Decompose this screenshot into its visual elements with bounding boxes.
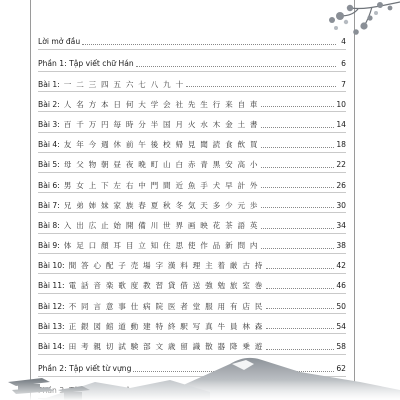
toc-entry-kanji: 田 考 親 切 試 験 部 文 歳 留 識 散 器 降 乗 遊	[68, 342, 264, 352]
toc-entry-label: Bài 8:	[38, 220, 60, 230]
toc-dot-leader	[261, 106, 335, 107]
toc-entry[interactable]	[38, 132, 346, 152]
toc-entry-label: Bài 4:	[38, 140, 60, 150]
toc-entry[interactable]	[38, 273, 346, 293]
toc-dot-leader	[261, 228, 335, 229]
toc-dot-leader	[136, 66, 336, 67]
toc-dot-leader	[82, 44, 336, 45]
toc-entry-label: Bài 14:	[38, 342, 65, 352]
toc-entry-page: 10	[336, 99, 346, 109]
toc-dot-leader	[261, 167, 335, 168]
toc-entry-kanji: 百 千 万 円 毎 時 分 半 国 月 火 水 木 金 土 書	[63, 119, 259, 129]
toc-entry-page: 7	[341, 79, 346, 89]
toc-entry-kanji: 体 足 口 顔 耳 目 立 知 住 思 使 作 品 新 問 内	[63, 241, 259, 251]
toc-entry-page: 34	[336, 220, 346, 230]
toc-entry-page: 38	[336, 241, 346, 251]
toc-entry[interactable]	[38, 49, 346, 71]
toc-entry-label: Bài 1:	[38, 79, 60, 89]
toc-dot-leader	[261, 127, 335, 128]
toc-entry-kanji: 兄 弟 姉 妹 家 族 春 夏 秋 冬 気 天 多 少 元 歩	[63, 200, 259, 210]
toc-dot-leader	[186, 86, 336, 87]
toc-entry-label: Bài 9:	[38, 241, 60, 251]
toc-entry[interactable]	[38, 152, 346, 172]
toc-entry-page: 6	[341, 59, 346, 69]
toc-entry-page: 42	[336, 261, 346, 271]
toc-entry-kanji: 人 名 方 本 日 何 大 学 会 社 先 生 行 来 自 車	[63, 99, 259, 109]
toc-dot-leader	[261, 248, 335, 249]
toc-dot-leader	[261, 187, 335, 188]
toc-dot-leader	[261, 147, 335, 148]
toc-entry-page: 26	[336, 180, 346, 190]
toc-dot-leader	[266, 288, 335, 289]
toc-entry-page: 46	[336, 281, 346, 291]
toc-entry-label: Bài 2:	[38, 99, 60, 109]
toc-entry[interactable]	[38, 253, 346, 273]
toc-entry-page: 58	[336, 342, 346, 352]
toc-entry-page: 50	[336, 301, 346, 311]
toc-entry[interactable]	[38, 27, 346, 49]
toc-entry-label: Lời mở đầu	[38, 37, 81, 47]
toc-entry[interactable]	[38, 192, 346, 212]
mountain-and-pagoda-scenery-icon	[0, 320, 400, 400]
toc-entry-kanji: 電 話 音 楽 歌 度 教 習 貸 借 送 強 勉 旅 室 巻	[68, 281, 264, 291]
toc-entry-label: Bài 6:	[38, 180, 60, 190]
toc-entry-kanji: 正 銀 図 館 道 動 建 特 終 駅 写 真 牛 員 林 森	[68, 321, 264, 331]
toc-entry-page: 30	[336, 200, 346, 210]
toc-entry-label: Bài 10:	[38, 261, 65, 271]
toc-entry-page: 14	[336, 119, 346, 129]
toc-entry[interactable]	[38, 293, 346, 313]
toc-dot-leader	[261, 207, 335, 208]
toc-entry-label: Bài 13:	[38, 321, 65, 331]
toc-entry[interactable]	[38, 172, 346, 192]
toc-entry-label: Bài 7:	[38, 200, 60, 210]
toc-entry-label: Phần 2: Tập viết từ vựng	[38, 364, 132, 374]
toc-entry-page: 22	[336, 160, 346, 170]
toc-entry-label: Bài 11:	[38, 281, 65, 291]
toc-entry-kanji: 母 父 物 朝 昼 夜 晩 町 山 白 赤 青 黒 安 高 小	[63, 160, 259, 170]
toc-entry[interactable]	[38, 212, 346, 232]
toc-entry-kanji: 入 出 広 止 始 開 備 川 世 界 画 映 花 茶 語 英	[63, 220, 259, 230]
toc-entry-page: 4	[341, 37, 346, 47]
toc-entry[interactable]	[38, 71, 346, 91]
toc-entry-label: Bài 5:	[38, 160, 60, 170]
toc-dot-leader	[266, 268, 335, 269]
toc-entry-page: 54	[336, 321, 346, 331]
toc-entry-page: 18	[336, 140, 346, 150]
toc-entry-kanji: 不 同 言 意 事 仕 病 院 医 者 堂 服 用 有 店 民	[68, 301, 264, 311]
toc-entry[interactable]	[38, 91, 346, 111]
toc-entry-label: Bài 3:	[38, 119, 60, 129]
toc-dot-leader	[266, 308, 335, 309]
toc-entry-label: Phần 1: Tập viết chữ Hán	[38, 59, 134, 69]
toc-entry[interactable]	[38, 111, 346, 131]
toc-entry-label: Bài 12:	[38, 301, 65, 311]
toc-entry-kanji: 友 年 今 週 休 前 午 後 校 帰 見 聞 読 食 飲 買	[63, 140, 259, 150]
toc-entry[interactable]	[38, 233, 346, 253]
toc-entry-kanji: 男 女 上 下 左 右 中 門 間 近 魚 手 犬 早 計 外	[63, 180, 259, 190]
toc-entry-kanji: 一 二 三 四 五 六 七 八 九 十	[63, 79, 185, 89]
toc-entry-page: 62	[336, 364, 346, 374]
toc-entry-kanji: 間 答 心 配 子 売 場 字 漢 料 理 主 着 厳 古 持	[68, 261, 264, 271]
